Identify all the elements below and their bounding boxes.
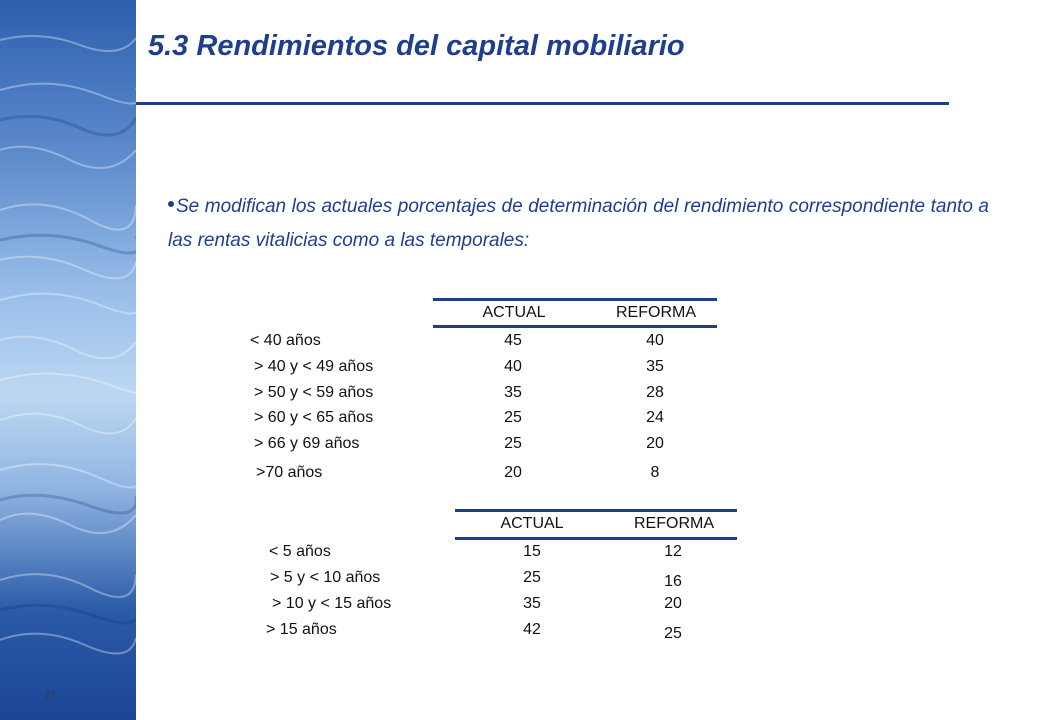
column-header-reforma: REFORMA xyxy=(634,515,714,532)
reforma-value: 20 xyxy=(664,595,682,612)
column-header-actual: ACTUAL xyxy=(482,304,546,321)
reforma-value: 28 xyxy=(646,384,664,401)
actual-value: 35 xyxy=(504,384,522,401)
actual-value: 25 xyxy=(523,569,541,586)
row-label: > 10 y < 15 años xyxy=(272,595,392,612)
table-header-top-rule xyxy=(455,509,737,512)
actual-value: 25 xyxy=(504,435,522,452)
table-header-top-rule xyxy=(433,298,717,301)
reforma-value: 16 xyxy=(664,573,682,590)
row-label: > 15 años xyxy=(266,621,337,638)
water-ripples-graphic xyxy=(0,0,136,720)
row-label: < 5 años xyxy=(269,543,331,560)
actual-value: 42 xyxy=(523,621,541,638)
table-header-bottom-rule xyxy=(433,325,717,328)
reforma-value: 20 xyxy=(646,435,664,452)
reforma-value: 25 xyxy=(664,625,682,642)
reforma-value: 40 xyxy=(646,332,664,349)
title-divider xyxy=(136,102,949,105)
column-header-actual: ACTUAL xyxy=(500,515,564,532)
row-label: < 40 años xyxy=(250,332,321,349)
vitalicias-table xyxy=(250,304,720,494)
table-header-bottom-rule xyxy=(455,537,737,540)
row-label: > 50 y < 59 años xyxy=(254,384,374,401)
actual-value: 40 xyxy=(504,358,522,375)
actual-value: 15 xyxy=(523,543,541,560)
row-label: >70 años xyxy=(256,464,323,481)
reforma-value: 35 xyxy=(646,358,664,375)
actual-value: 45 xyxy=(504,332,522,349)
intro-paragraph xyxy=(168,190,989,258)
bullet-icon xyxy=(168,201,174,207)
intro-text: Se modifican los actuales porcentajes de determinación del rendimiento correspondiente tanto a las rentas vitalicias como a las temporales: xyxy=(168,196,989,251)
actual-value: 20 xyxy=(504,464,522,481)
actual-value: 35 xyxy=(523,595,541,612)
page-number: 27 xyxy=(44,690,56,701)
actual-value: 25 xyxy=(504,409,522,426)
row-label: > 66 y 69 años xyxy=(254,435,360,452)
column-header-reforma: REFORMA xyxy=(616,304,696,321)
slide-title: 5.3 Rendimientos del capital mobiliario xyxy=(148,30,685,62)
water-background-image xyxy=(0,0,136,720)
reforma-value: 8 xyxy=(650,464,660,481)
reforma-value: 24 xyxy=(646,409,664,426)
reforma-value: 12 xyxy=(664,543,682,560)
row-label: > 40 y < 49 años xyxy=(254,358,374,375)
temporales-table xyxy=(262,515,742,650)
row-label: > 5 y < 10 años xyxy=(270,569,381,586)
row-label: > 60 y < 65 años xyxy=(254,409,374,426)
